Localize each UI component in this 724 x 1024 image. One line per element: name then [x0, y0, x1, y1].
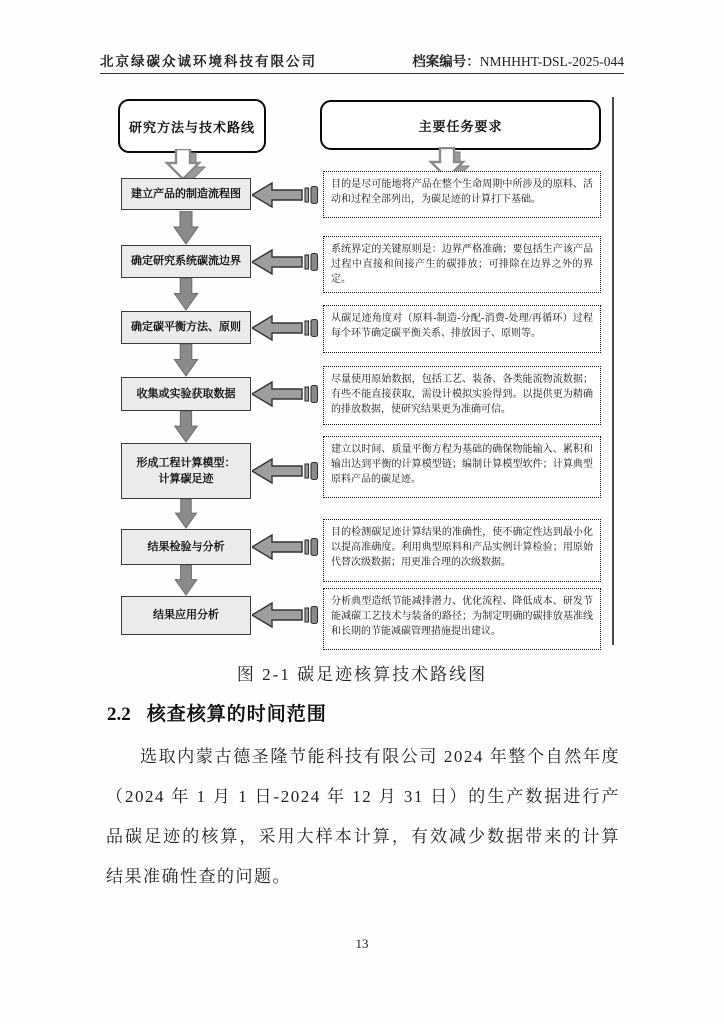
- down-arrow-icon: [173, 278, 199, 311]
- step-label: 确定碳平衡方法、原则: [131, 321, 241, 334]
- right-header-label: 主要任务要求: [418, 118, 503, 134]
- down-arrow-icon: [173, 344, 199, 377]
- step-desc: 目的检测碳足迹计算结果的准确性，使不确定性达到最小化以提高准确度。利用典型原料和产品实例计算检验；用原始代替次级数据；用更准合理的次级数据。: [331, 527, 593, 568]
- flowchart-desc-box: [323, 305, 601, 353]
- down-arrow-icon: [173, 211, 199, 245]
- flowchart-step-box: [121, 245, 251, 278]
- left-arrow-icon: [252, 532, 320, 562]
- flowchart-desc-box: [323, 436, 601, 498]
- step-desc: 从碳足迹角度对（原料-制造-分配-消费-处理/再循环）过程每个环节确定碳平衡关系、排放因子、原则等。: [331, 313, 593, 339]
- flowchart-step-box: [121, 529, 251, 565]
- body-paragraph: 选取内蒙古德圣隆节能科技有限公司 2024 年整个自然年度（2024 年 1 月 1 日-2024 年 12 月 31 日）的生产数据进行产品碳足迹的核算，采用大样本计算，有效减少数据带来的计算结果准确性查的问题。: [106, 747, 620, 886]
- down-arrow-icon: [173, 499, 199, 529]
- step-label: 确定研究系统碳流边界: [131, 255, 241, 268]
- section-title: 核查核算的时间范围: [146, 704, 327, 725]
- header-archive-number: [412, 50, 624, 70]
- flowchart-step-box: [121, 311, 251, 344]
- left-arrow-icon: [252, 180, 320, 210]
- archive-label: 档案编号：: [412, 54, 480, 69]
- flowchart-step-box: [121, 178, 251, 210]
- figure-caption: 图 2-1 碳足迹核算技术路线图: [236, 665, 488, 684]
- step-desc: 建立以时间、质量平衡方程为基础的确保物能输入、累积和输出达到平衡的计算模型链；编制计算模型软件；计算典型原料产品的碳足迹。: [331, 444, 593, 485]
- archive-value: NMHHHT-DSL-2025-044: [479, 54, 624, 69]
- flowchart-step-box: [121, 443, 251, 499]
- step-desc: 尽量使用原始数据，包括工艺、装备、各类能流物流数据；有些不能直接获取，需设计模拟实验得到。以提供更为精确的排放数据，使研究结果更为准确可信。: [331, 374, 593, 415]
- step-label: 结果应用分析: [153, 609, 219, 622]
- step-desc: 分析典型造纸节能减排潜力、优化流程、降低成本、研发节能减碳工艺技术与装备的路径；为制定明确的碳排放基准线和长期的节能减碳管理措施提出建议。: [331, 596, 593, 637]
- step-label: 形成工程计算模型：: [136, 456, 236, 469]
- flowchart-left-header-box: [118, 99, 266, 153]
- step-label: 结果检验与分析: [147, 540, 225, 553]
- flowchart-step-box: [121, 377, 251, 411]
- left-arrow-icon: [252, 247, 320, 277]
- section-number: 2.2: [107, 704, 131, 725]
- down-arrow-icon: [173, 565, 199, 596]
- left-arrow-icon: [252, 600, 320, 630]
- section-heading: [107, 699, 327, 726]
- flowchart-right-header-box: [320, 100, 601, 150]
- flowchart-desc-box: [323, 366, 601, 425]
- page-number: 13: [355, 936, 369, 951]
- left-arrow-icon: [252, 456, 320, 486]
- flowchart-desc-box: [323, 519, 601, 582]
- flowchart-desc-box: [323, 588, 601, 650]
- down-arrow-icon: [173, 411, 199, 443]
- left-arrow-icon: [252, 313, 320, 343]
- flowchart-desc-box: [323, 171, 601, 218]
- step-desc: 系统界定的关键原则是：边界严格准确；要包括生产该产品过程中直接和间接产生的碳排放；可排除在边界之外的界定。: [331, 244, 593, 285]
- step-label-line2: 计算碳足迹: [158, 473, 214, 485]
- header-divider: [100, 73, 624, 74]
- left-arrow-icon: [252, 379, 320, 409]
- header-company-name: 北京绿碳众诚环境科技有限公司: [100, 54, 317, 69]
- step-label: 收集或实验获取数据: [136, 387, 236, 400]
- flowchart-desc-box: [323, 236, 601, 293]
- step-desc: 目的是尽可能地将产品在整个生命周期中所涉及的原料、活动和过程全部列出，为碳足迹的计算打下基础。: [331, 179, 593, 205]
- left-header-label: 研究方法与技术路线: [128, 119, 255, 135]
- flowchart-step-box: [121, 596, 251, 635]
- step-label: 建立产品的制造流程图: [131, 187, 241, 200]
- figure-right-border: [612, 97, 614, 645]
